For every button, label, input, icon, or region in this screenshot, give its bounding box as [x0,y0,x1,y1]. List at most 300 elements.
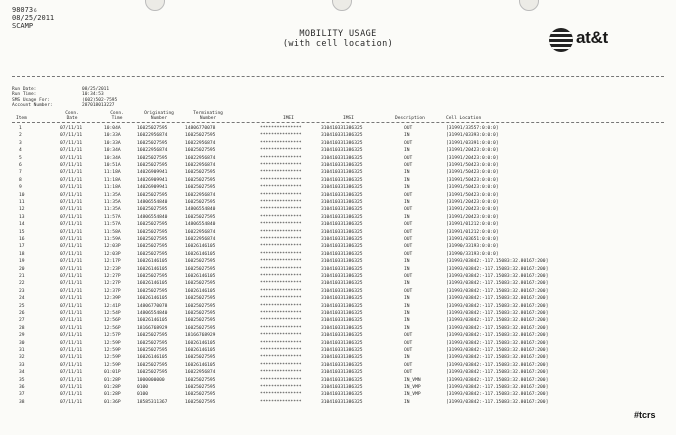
cell-desc: OUT [404,244,413,250]
cell-cell: [31993/03842:-117.15083:32.80167:200] [446,377,549,383]
cell-item: 23 [19,288,25,294]
cell-time: 10:51A [104,163,121,168]
cell-imei: *************** [260,207,302,213]
cell-item: 13 [19,214,25,220]
cell-desc: IN [404,355,410,361]
col-header-item: Item [16,116,27,121]
header-divider [12,76,664,77]
cell-item: 34 [19,370,25,376]
cell-orig: 16025027595 [137,155,168,161]
cell-item: 27 [19,318,25,324]
header-name-line: SCAMP [12,22,34,30]
cell-time: 10:34A [104,148,121,154]
table-row [0,199,676,206]
cell-orig: 16025027595 [137,274,168,279]
cell-desc: IN [404,177,410,183]
cell-item: 24 [19,296,25,302]
cell-time: 11:18A [104,177,121,183]
cell-orig: 16026146105 [137,281,168,287]
cell-imsi: 310410331386325 [321,318,363,324]
cell-date: 07/11/11 [60,355,83,361]
cell-date: 07/11/11 [60,133,83,139]
cell-cell: [31993/03842:-117.15083:32.80167:200] [446,392,549,398]
cell-desc: OUT [404,229,413,235]
cell-imei: *************** [260,192,302,198]
table-row [0,125,676,132]
cell-desc: IN [404,133,410,139]
cell-orig: 16025027595 [137,222,168,228]
cell-desc: IN [404,303,410,309]
cell-orig: 14806770078 [137,303,168,309]
cell-imsi: 310410331386325 [321,303,363,309]
cell-imei: *************** [260,214,302,220]
cell-item: 36 [19,385,25,390]
cell-imei: *************** [260,370,302,376]
cell-term: 16022956874 [185,140,216,146]
cell-orig: 0100 [137,392,149,398]
cell-item: 14 [19,222,25,228]
cell-imei: *************** [260,237,302,242]
cell-imei: *************** [260,392,302,398]
cell-cell: [31991/20423:0:0:0] [446,214,499,220]
cell-orig: 16025027595 [137,237,168,242]
cell-item: 5 [19,155,22,161]
cell-imsi: 310410331386325 [321,170,363,176]
cell-cell: [31993/03842:-117.15083:32.80167:200] [446,318,549,324]
cell-term: 16025027595 [185,399,216,405]
cell-item: 38 [19,399,25,405]
cell-date: 07/11/11 [60,340,83,346]
cell-time: 01:28P [104,385,121,390]
cell-item: 30 [19,340,25,346]
cell-term: 16025027595 [185,296,216,302]
cell-date: 07/11/11 [60,385,83,390]
cell-imsi: 310410331386325 [321,133,363,139]
cell-date: 07/11/11 [60,177,83,183]
table-row [0,132,676,139]
cell-date: 07/11/11 [60,170,83,176]
col-header-terminating: Terminating Number [193,111,223,122]
table-row [0,391,676,398]
cell-imei: *************** [260,259,302,265]
cell-imei: *************** [260,251,302,257]
cell-imei: *************** [260,296,302,302]
cell-imsi: 310410331386325 [321,155,363,161]
meta-run-time: Run Time: 10:34:53 [12,92,104,98]
cell-orig: 16025027595 [137,333,168,339]
cell-date: 07/11/11 [60,148,83,154]
cell-desc: OUT [404,348,413,353]
cell-time: 11:58A [104,229,121,235]
cell-time: 11:18A [104,185,121,191]
table-row [0,340,676,347]
cell-orig: 14806554840 [137,214,168,220]
globe-icon [549,28,573,52]
cell-desc: IN [404,296,410,302]
table-row [0,377,676,384]
cell-item: 8 [19,177,22,183]
cell-orig: 1000000000 [137,377,165,383]
cell-item: 4 [19,148,22,154]
cell-desc: IN [404,266,410,272]
cell-imsi: 310410331386325 [321,385,363,390]
cell-orig: 18166768929 [137,325,168,331]
cell-date: 07/11/11 [60,259,83,265]
cell-orig: 16025027595 [137,244,168,250]
cell-time: 01:36P [104,399,121,405]
cell-date: 07/11/11 [60,325,83,331]
cell-desc: IN [404,200,410,205]
title-line-1: MOBILITY USAGE [299,29,377,39]
punch-hole-left [145,0,165,11]
cell-imei: *************** [260,281,302,287]
table-row [0,310,676,317]
cell-date: 07/11/11 [60,140,83,146]
cell-term: 16025027595 [185,325,216,331]
cell-imei: *************** [260,163,302,168]
cell-item: 31 [19,348,25,353]
cell-desc: OUT [404,237,413,242]
cell-time: 01:01P [104,370,121,376]
cell-time: 10:04A [104,126,121,131]
cell-time: 12:59P [104,340,121,346]
cell-orig: 16025027595 [137,340,168,346]
table-row [0,184,676,191]
cell-imsi: 310410331386325 [321,251,363,257]
cell-cell: [31993/03842:-117.15083:32.80167:200] [446,259,549,265]
cell-imei: *************** [260,362,302,368]
cell-item: 9 [19,185,22,191]
cell-orig: 16022956874 [137,133,168,139]
cell-date: 07/11/11 [60,399,83,405]
cell-time: 12:59P [104,362,121,368]
cell-date: 07/11/11 [60,251,83,257]
cell-date: 07/11/11 [60,266,83,272]
cell-term: 16025027595 [185,318,216,324]
cell-time: 11:35A [104,200,121,205]
cell-imei: *************** [260,318,302,324]
cell-date: 07/11/11 [60,155,83,161]
cell-date: 07/11/11 [60,296,83,302]
cell-cell: [31993/03842:-117.15083:32.80167:200] [446,340,549,346]
cell-time: 11:57A [104,222,121,228]
cell-orig: 16022956874 [137,148,168,154]
cell-cell: [31991/50423:0:0:0] [446,177,499,183]
cell-imsi: 310410331386325 [321,377,363,383]
cell-imsi: 310410331386325 [321,392,363,398]
cell-time: 12:56P [104,318,121,324]
cell-orig: 14026909941 [137,177,168,183]
cell-imsi: 310410331386325 [321,333,363,339]
cell-item: 26 [19,311,25,316]
cell-desc: OUT [404,222,413,228]
meta-account-number: Account Number: 287018013227 [12,102,115,108]
cell-orig: 16025027595 [137,362,168,368]
cell-time: 12:54P [104,311,121,316]
meta-run-date: Run Date: 08/25/2011 [12,87,110,92]
cell-orig: 0100 [137,385,149,390]
cell-imsi: 310410331386325 [321,140,363,146]
cell-date: 07/11/11 [60,222,83,228]
cell-imei: *************** [260,185,302,191]
cell-imei: *************** [260,333,302,339]
cell-cell: [31991/20423:0:0:0] [446,155,499,161]
table-row [0,288,676,295]
cell-imei: *************** [260,325,302,331]
table-row [0,236,676,243]
cell-desc: OUT [404,251,413,257]
cell-term: 16025027595 [185,214,216,220]
col-header-conn-time: Conn. Time [110,111,124,122]
cell-time: 01:28P [104,377,121,383]
cell-date: 07/11/11 [60,274,83,279]
cell-time: 11:59A [104,237,121,242]
cell-item: 20 [19,266,25,272]
cell-time: 12:37P [104,288,121,294]
cell-desc: IN [404,185,410,191]
cell-imei: *************** [260,303,302,309]
cell-item: 25 [19,303,25,309]
cell-imsi: 310410331386325 [321,229,363,235]
cell-term: 16025027595 [185,392,216,398]
cell-desc: IN [404,399,410,405]
header-identifier-block [12,6,54,30]
cell-desc: OUT [404,163,413,168]
cell-cell: [31993/03842:-117.15083:32.80167:200] [446,266,549,272]
cell-term: 16025027595 [185,259,216,265]
cell-term: 16025027595 [185,266,216,272]
cell-orig: 16026146105 [137,355,168,361]
cell-imei: *************** [260,155,302,161]
cell-item: 32 [19,355,25,361]
meta-sms-usage: SMS Usage For: (602)502-7595 [12,97,118,103]
cell-term: 14806554840 [185,222,216,228]
cell-imsi: 310410331386325 [321,288,363,294]
cell-imei: *************** [260,148,302,154]
cell-time: 12:57P [104,333,121,339]
cell-imei: *************** [260,126,302,131]
cell-date: 07/11/11 [60,392,83,398]
cell-item: 3 [19,140,22,146]
cell-imei: *************** [260,177,302,183]
cell-cell: [31993/03842:-117.15083:32.80167:200] [446,362,549,368]
cell-cell: [31993/03842:-117.15083:32.80167:200] [446,303,549,309]
cell-item: 7 [19,170,22,176]
cell-date: 07/11/11 [60,192,83,198]
header-id-line: 98073₆ [12,6,38,14]
cell-time: 12:41P [104,303,121,309]
cell-time: 11:18A [104,170,121,176]
table-row [0,384,676,391]
cell-term: 16025027595 [185,377,216,383]
cell-desc: IN [404,170,410,176]
table-row [0,280,676,287]
cell-desc: IN [404,311,410,316]
cell-orig: 14026909941 [137,185,168,191]
table-row [0,325,676,332]
cell-term: 16025027595 [185,170,216,176]
cell-imei: *************** [260,229,302,235]
cell-date: 07/11/11 [60,200,83,205]
cell-date: 07/11/11 [60,288,83,294]
cell-imsi: 310410331386325 [321,348,363,353]
cell-time: 10:33A [104,133,121,139]
cell-time: 12:59P [104,355,121,361]
cell-time: 11:57A [104,214,121,220]
table-row [0,362,676,369]
cell-imei: *************** [260,133,302,139]
cell-date: 07/11/11 [60,207,83,213]
cell-desc: IN_VMP [404,392,421,398]
cell-term: 16026146105 [185,251,216,257]
cell-imsi: 310410331386325 [321,311,363,316]
cell-item: 15 [19,229,25,235]
header-date-line: 08/25/2011 [12,14,55,22]
cell-imsi: 310410331386325 [321,259,363,265]
cell-item: 17 [19,244,25,250]
cell-imei: *************** [260,348,302,353]
punch-hole-right [519,0,539,11]
cell-term: 16025027595 [185,133,216,139]
cell-item: 29 [19,333,25,339]
cell-term: 16025027595 [185,200,216,205]
cell-time: 12:27P [104,274,121,279]
cell-orig: 14806554840 [137,311,168,316]
table-row [0,354,676,361]
cell-orig: 14026909941 [137,170,168,176]
cell-cell: [31993/03842:-117.15083:32.80167:200] [446,288,549,294]
cell-date: 07/11/11 [60,370,83,376]
cell-cell: [31990/33193:0:0:0] [446,244,499,250]
cell-cell: [31991/01212:0:0:0] [446,222,499,228]
cell-desc: OUT [404,362,413,368]
cell-date: 07/11/11 [60,229,83,235]
cell-date: 07/11/11 [60,362,83,368]
cell-term: 16025027595 [185,303,216,309]
cell-date: 07/11/11 [60,281,83,287]
cell-imsi: 310410331386325 [321,148,363,154]
cell-term: 18166768929 [185,333,216,339]
cell-term: 14806554840 [185,207,216,213]
cell-cell: [31993/03842:-117.15083:32.80167:200] [446,370,549,376]
cell-term: 16026146105 [185,340,216,346]
cell-term: 16025027595 [185,185,216,191]
col-header-imsi: IMSI [343,116,354,121]
cell-imsi: 310410331386325 [321,325,363,331]
cell-date: 07/11/11 [60,214,83,220]
cell-imei: *************** [260,200,302,205]
cell-imsi: 310410331386325 [321,214,363,220]
cell-imsi: 310410331386325 [321,399,363,405]
cell-cell: [31993/03842:-117.15083:32.80167:200] [446,355,549,361]
table-row [0,295,676,302]
cell-orig: 16025027595 [137,251,168,257]
cell-item: 28 [19,325,25,331]
table-row [0,266,676,273]
table-row [0,332,676,339]
cell-cell: [31991/01212:0:0:0] [446,229,499,235]
report-meta [12,87,117,108]
cell-imei: *************** [260,399,302,405]
cell-time: 12:17P [104,259,121,265]
cell-term: 16022956874 [185,237,216,242]
cell-cell: [31990/33193:0:0:0] [446,251,499,257]
cell-imsi: 310410331386325 [321,192,363,198]
cell-orig: 16025027595 [137,229,168,235]
cell-imsi: 310410331386325 [321,244,363,250]
cell-cell: [31993/03842:-117.15083:32.80167:200] [446,296,549,302]
cell-term: 16025027595 [185,385,216,390]
table-row [0,169,676,176]
cell-imei: *************** [260,288,302,294]
cell-orig: 18585311367 [137,399,168,405]
cell-cell: [31991/03651:0:0:0] [446,237,499,242]
cell-desc: IN [404,281,410,287]
cell-term: 16022956874 [185,163,216,168]
cell-desc: OUT [404,274,413,279]
tcrs-hashtag: #tcrs [634,410,656,420]
cell-orig: 16025027595 [137,126,168,131]
cell-desc: OUT [404,140,413,146]
table-row [0,258,676,265]
cell-time: 12:56P [104,325,121,331]
cell-imsi: 310410331386325 [321,177,363,183]
cell-time: 12:39P [104,296,121,302]
logo-wordmark: at&t [576,28,608,47]
cell-cell: [31991/50423:0:0:0] [446,163,499,168]
cell-imei: *************** [260,140,302,146]
cell-date: 07/11/11 [60,318,83,324]
cell-imsi: 310410331386325 [321,126,363,131]
cell-imei: *************** [260,385,302,390]
cell-imsi: 310410331386325 [321,370,363,376]
cell-imsi: 310410331386325 [321,362,363,368]
cell-term: 16026146105 [185,288,216,294]
title-line-2: (with cell location) [282,39,394,49]
table-row [0,140,676,147]
table-row [0,221,676,228]
cell-cell: [31991/03391:0:0:0] [446,140,499,146]
cell-imsi: 310410331386325 [321,266,363,272]
cell-imei: *************** [260,266,302,272]
cell-desc: IN [404,214,410,220]
cell-desc: OUT [404,340,413,346]
table-row [0,192,676,199]
cell-date: 07/11/11 [60,311,83,316]
cell-imei: *************** [260,222,302,228]
cell-term: 16025027595 [185,148,216,154]
att-logo [549,28,655,54]
cell-imsi: 310410331386325 [321,207,363,213]
cell-orig: 16025027595 [137,192,168,198]
cell-time: 12:03P [104,244,121,250]
punch-hole-center [332,0,352,11]
cell-cell: [31993/03842:-117.15083:32.80167:200] [446,399,549,405]
col-header-imei: IMEI [283,116,294,121]
table-row [0,317,676,324]
cell-item: 16 [19,237,25,242]
table-row [0,251,676,258]
cell-desc: IN [404,325,410,331]
table-row [0,162,676,169]
cell-term: 16022956874 [185,229,216,235]
cell-orig: 14806554840 [137,200,168,205]
cell-orig: 16025027595 [137,163,168,168]
cell-desc: OUT [404,288,413,294]
cell-cell: [31993/03842:-117.15083:32.80167:200] [446,311,549,316]
cell-date: 07/11/11 [60,237,83,242]
table-row [0,347,676,354]
